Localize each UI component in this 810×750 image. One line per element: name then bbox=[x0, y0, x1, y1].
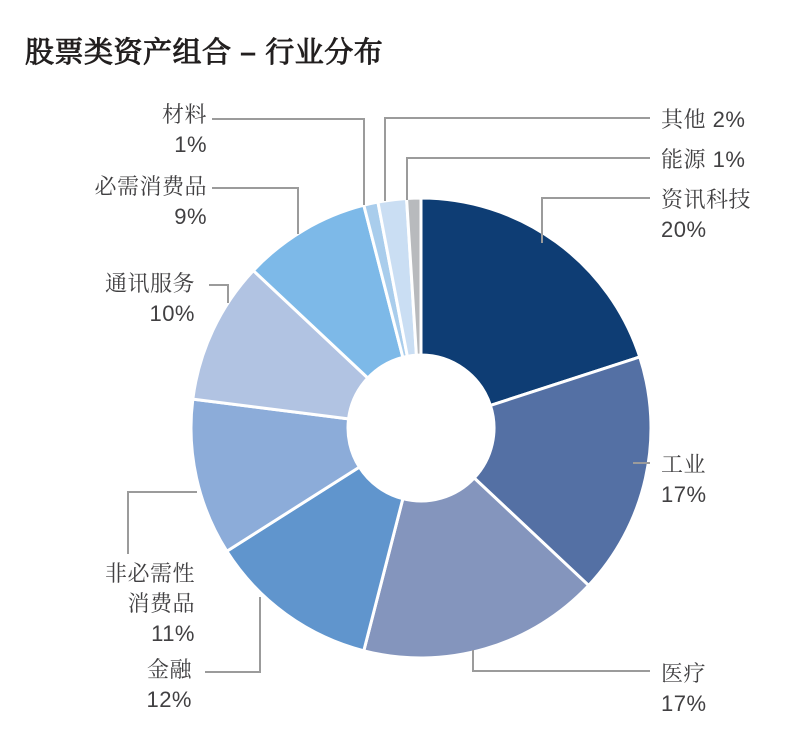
page-title: 股票类资产组合 – 行业分布 bbox=[25, 37, 384, 69]
label-others: 其他 2% bbox=[661, 107, 746, 132]
leader-line-discretionary bbox=[128, 492, 197, 554]
leader-line-financials bbox=[205, 597, 260, 672]
label-financials: 金融 12% bbox=[146, 657, 192, 712]
label-consumer-discretionary: 非必需性 消费品 11% bbox=[104, 561, 195, 646]
leader-line-tech bbox=[542, 198, 650, 243]
leader-line-materials bbox=[212, 119, 364, 205]
label-healthcare: 医疗 17% bbox=[661, 661, 707, 716]
label-communication-services: 通讯服务 10% bbox=[104, 271, 195, 326]
label-materials: 材料 1% bbox=[161, 102, 207, 157]
leader-line-comms bbox=[209, 285, 228, 303]
leader-line-staples bbox=[212, 188, 298, 234]
label-industrials: 工业 17% bbox=[661, 452, 707, 507]
label-consumer-staples: 必需消费品 9% bbox=[94, 174, 207, 229]
leader-line-energy bbox=[407, 158, 650, 200]
label-information-technology: 资讯科技 20% bbox=[661, 187, 752, 242]
leader-line-healthcare bbox=[473, 650, 650, 671]
leader-line-others bbox=[385, 118, 650, 201]
label-energy: 能源 1% bbox=[661, 147, 746, 172]
